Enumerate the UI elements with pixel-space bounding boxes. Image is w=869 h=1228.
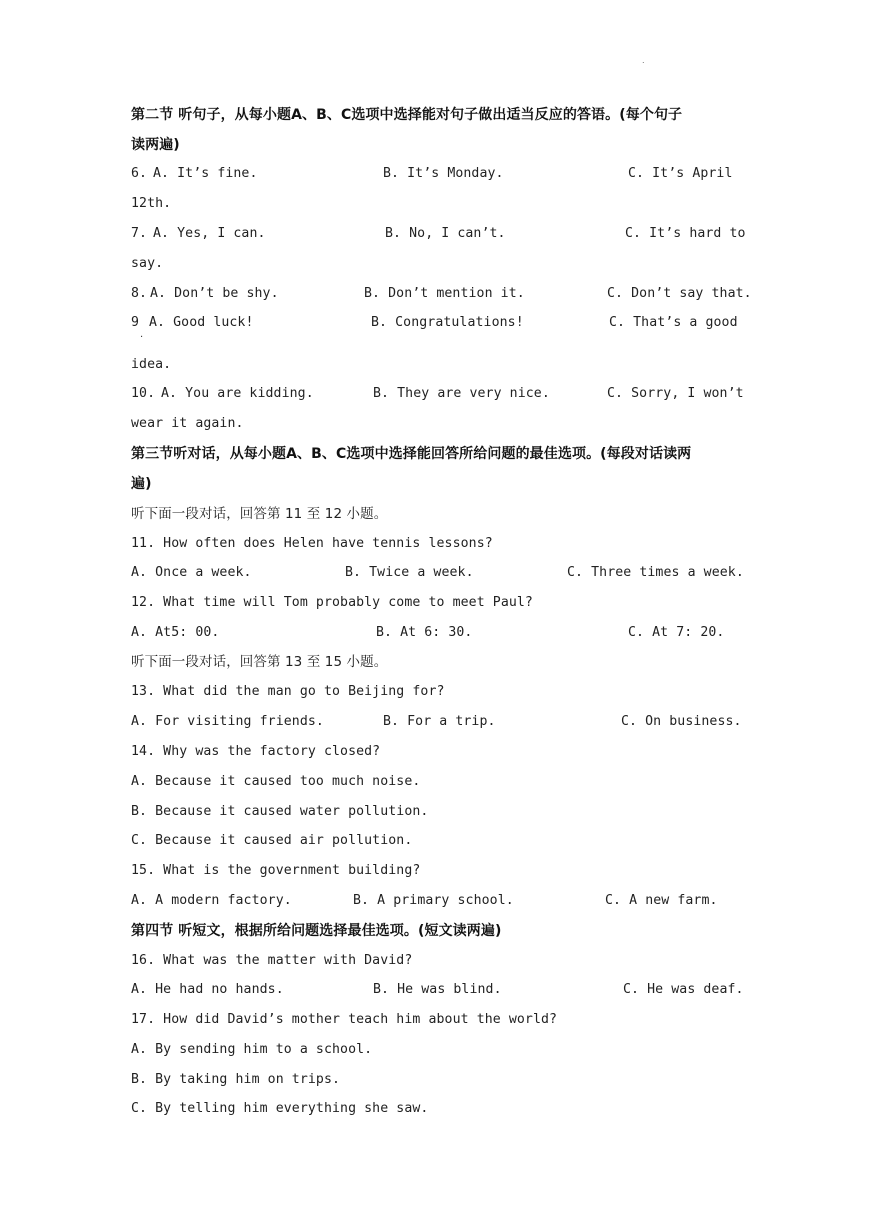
question-17-option-c: C. By telling him everything she saw.: [131, 1101, 429, 1116]
option-c: C. It’s April: [628, 166, 733, 181]
page-dot: .: [642, 56, 645, 65]
option-b: B. No, I can’t.: [385, 226, 506, 241]
option-a: A. For visiting friends.: [131, 714, 324, 729]
question-17-stem: 17. How did David’s mother teach him about the world?: [131, 1012, 558, 1027]
option-c: C. He was deaf.: [623, 982, 744, 997]
option-c: C. Sorry, I won’t: [607, 386, 744, 401]
question-number: 6.: [131, 166, 148, 181]
option-a: A. Don’t be shy.: [150, 286, 279, 301]
question-14-option-c: C. Because it caused air pollution.: [131, 833, 413, 848]
question-17-option-a: A. By sending him to a school.: [131, 1042, 373, 1057]
question-15-stem: 15. What is the government building?: [131, 863, 421, 878]
question-17-option-b: B. By taking him on trips.: [131, 1072, 341, 1087]
option-b: B. It’s Monday.: [383, 166, 504, 181]
option-a: A. He had no hands.: [131, 982, 284, 997]
question-number: 8.: [131, 286, 148, 301]
question-14-option-b: B. Because it caused water pollution.: [131, 804, 429, 819]
question-12-stem: 12. What time will Tom probably come to meet Paul?: [131, 595, 533, 610]
option-c: C. On business.: [621, 714, 742, 729]
option-a: A. A modern factory.: [131, 893, 292, 908]
question-number: 7.: [131, 226, 148, 241]
option-a: A. At5: 00.: [131, 625, 220, 640]
section3-instruction-2: 听下面一段对话，回答第 13 至 15 小题。: [131, 654, 388, 670]
question-13-stem: 13. What did the man go to Beijing for?: [131, 684, 445, 699]
question-11-stem: 11. How often does Helen have tennis lessons?: [131, 536, 493, 551]
section2-heading: 第二节 听句子，从每小题A、B、C选项中选择能对句子做出适当反应的答语。(每个句子: [131, 107, 683, 123]
question-7-continuation: say.: [131, 256, 164, 271]
option-b: B. Don’t mention it.: [364, 286, 525, 301]
option-b: B. Twice a week.: [345, 565, 474, 580]
option-c: C. That’s a good: [609, 315, 738, 330]
option-c: C. Three times a week.: [567, 565, 744, 580]
option-c: C. A new farm.: [605, 893, 718, 908]
question-number: 9: [131, 315, 140, 330]
option-b: B. He was blind.: [373, 982, 502, 997]
option-b: B. A primary school.: [353, 893, 514, 908]
option-c: C. At 7: 20.: [628, 625, 725, 640]
option-b: B. At 6: 30.: [376, 625, 473, 640]
option-a: A. You are kidding.: [161, 386, 314, 401]
question-9-continuation: idea.: [131, 357, 172, 372]
option-b: B. They are very nice.: [373, 386, 550, 401]
question-6-continuation: 12th.: [131, 196, 172, 211]
section4-heading: 第四节 听短文，根据所给问题选择最佳选项。(短文读两遍): [131, 923, 502, 939]
section3-instruction: 听下面一段对话，回答第 11 至 12 小题。: [131, 506, 388, 522]
option-c: C. It’s hard to: [625, 226, 746, 241]
question-14-stem: 14. Why was the factory closed?: [131, 744, 381, 759]
option-a: A. Good luck!: [149, 315, 254, 330]
question-14-option-a: A. Because it caused too much noise.: [131, 774, 421, 789]
option-a: A. Once a week.: [131, 565, 252, 580]
section3-heading: 第三节听对话，从每小题A、B、C选项中选择能回答所给问题的最佳选项。(每段对话读两: [131, 446, 692, 462]
option-c: C. Don’t say that.: [607, 286, 752, 301]
section3-heading-cont: 遍): [131, 476, 152, 492]
option-a: A. It’s fine.: [153, 166, 258, 181]
option-b: B. Congratulations!: [371, 315, 524, 330]
stray-dot: ·: [140, 332, 144, 343]
option-b: B. For a trip.: [383, 714, 496, 729]
question-16-stem: 16. What was the matter with David?: [131, 953, 413, 968]
question-10-continuation: wear it again.: [131, 416, 244, 431]
section2-heading-cont: 读两遍): [131, 137, 180, 153]
question-number: 10.: [131, 386, 156, 401]
option-a: A. Yes, I can.: [153, 226, 266, 241]
